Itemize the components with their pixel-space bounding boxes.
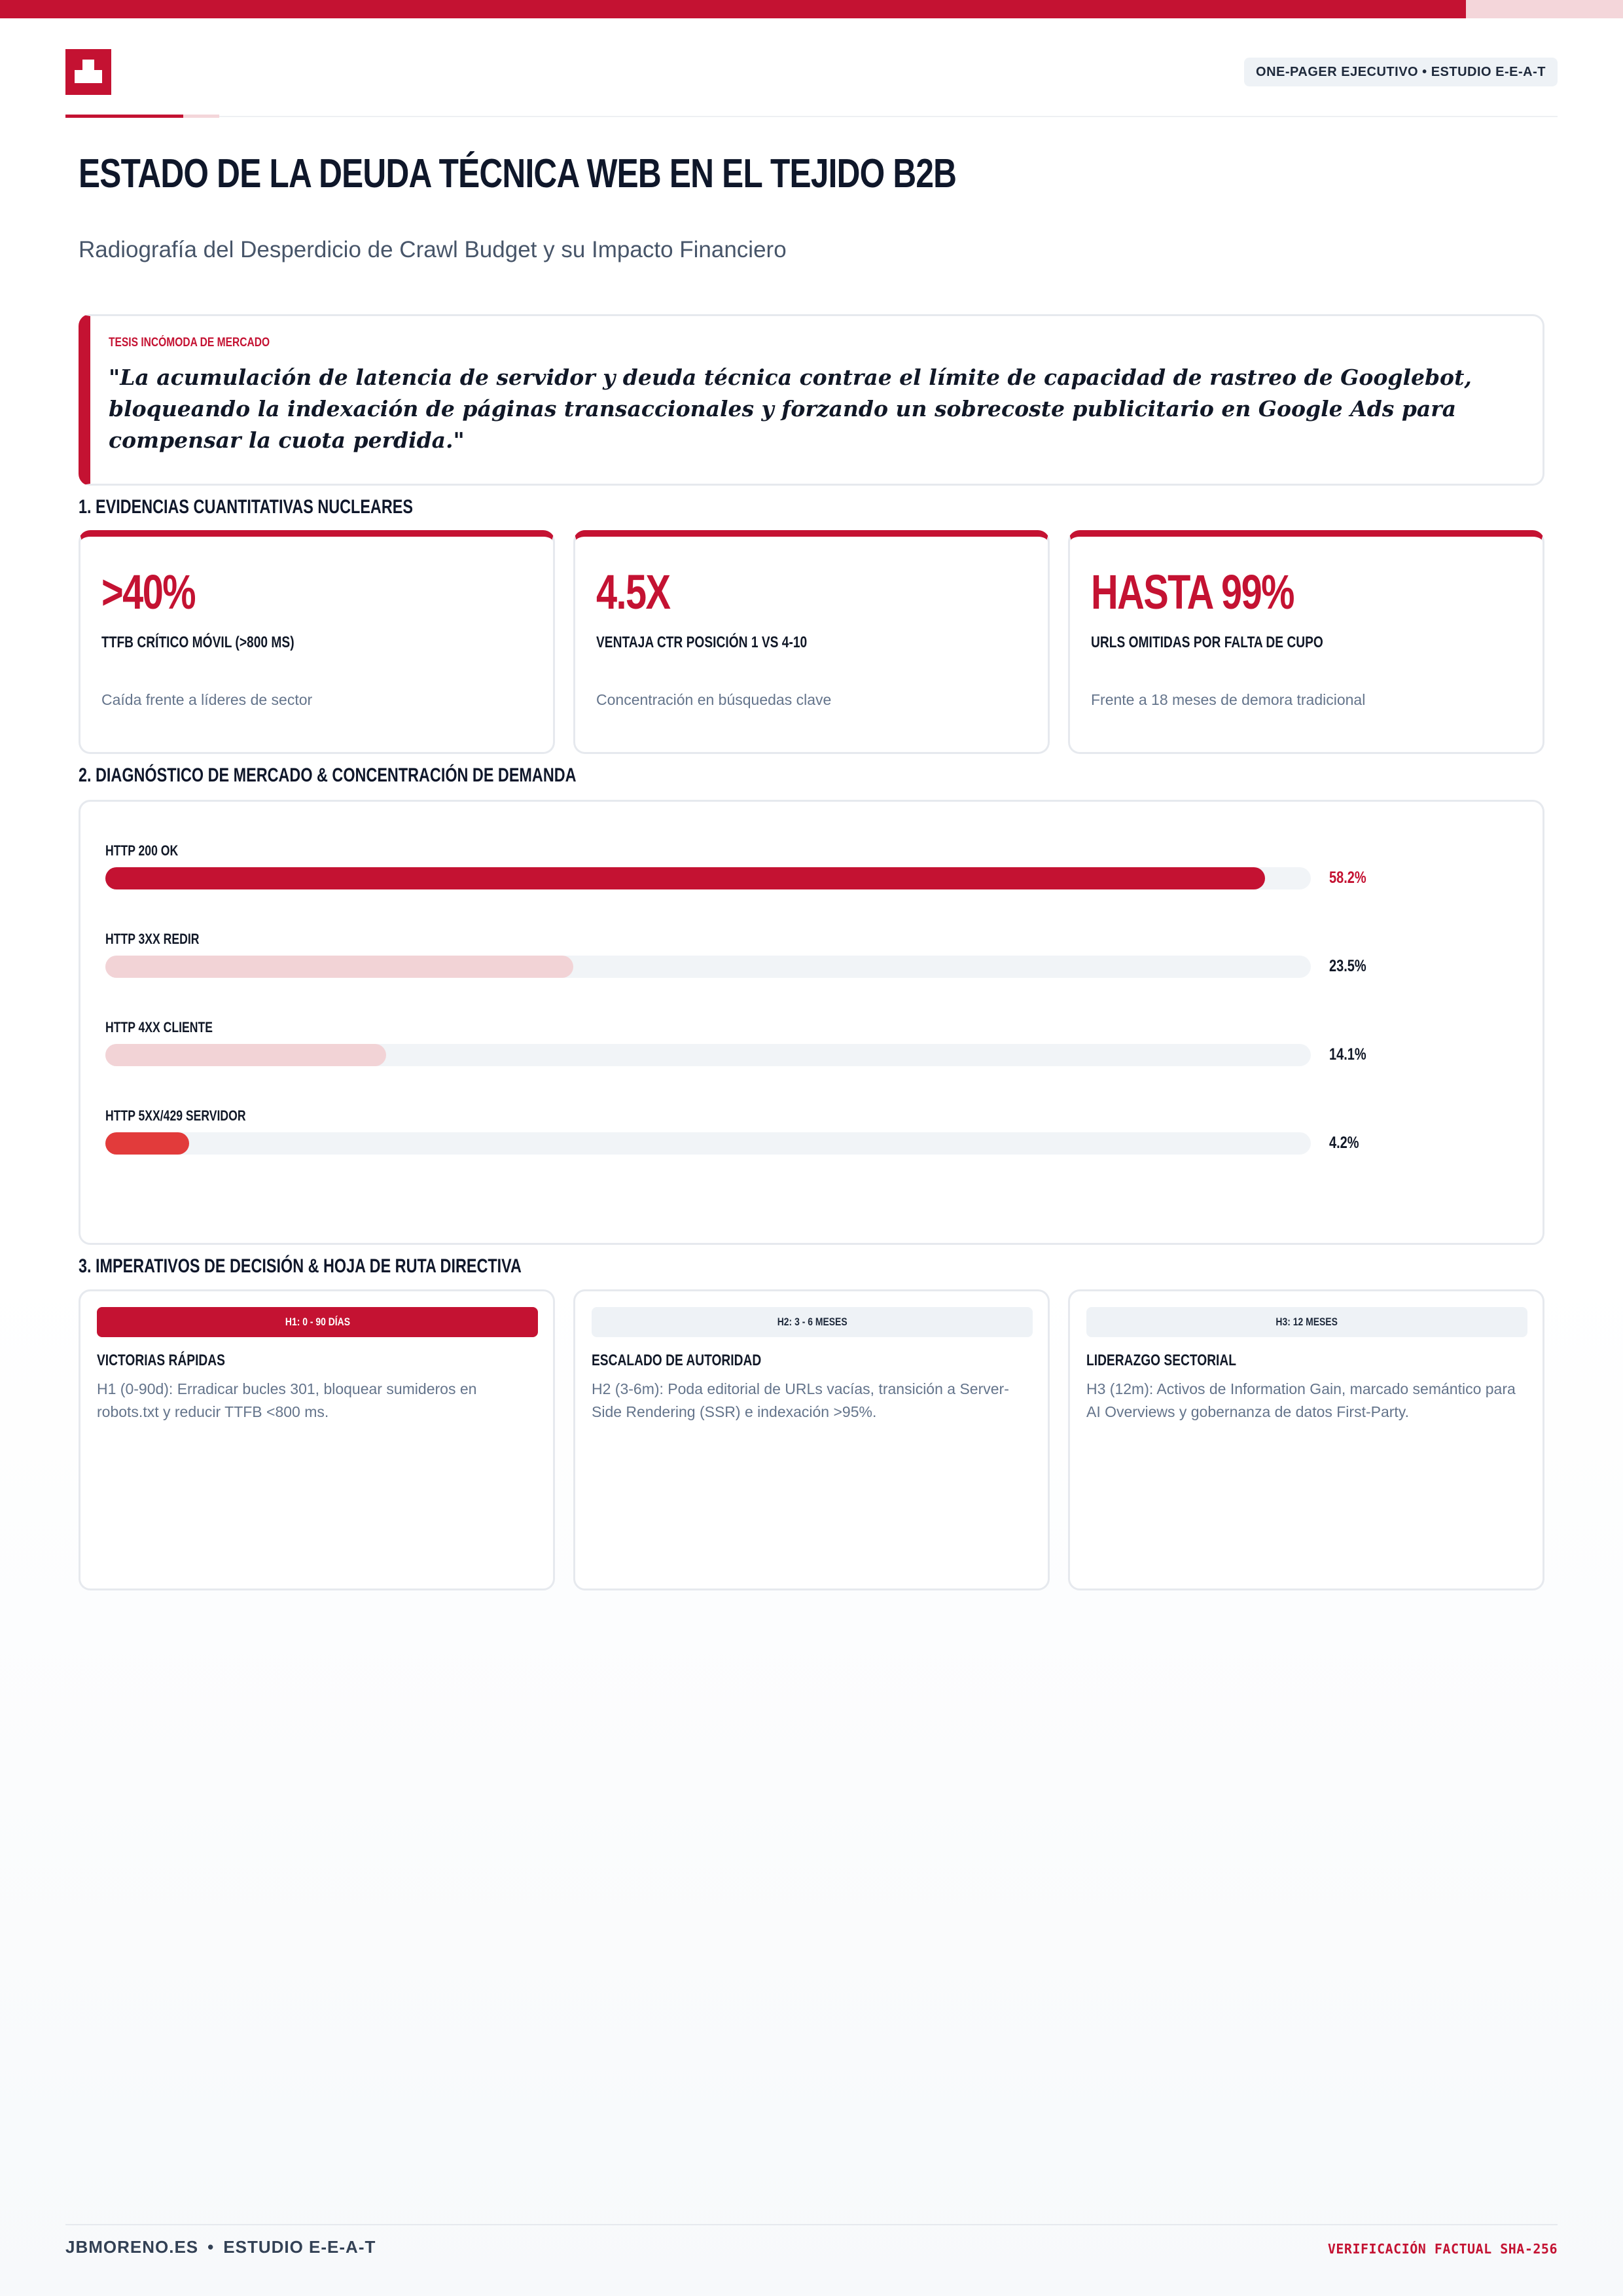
- bar-label: HTTP 200 OK: [105, 842, 179, 859]
- bar-label: HTTP 3XX REDIR: [105, 931, 200, 947]
- kpi-value: 4.5X: [596, 565, 670, 619]
- footer-separator: •: [207, 2237, 215, 2257]
- thesis-quote: "La acumulación de latencia de servidor y deuda técnica contrae el límite de capacidad de rastreo de Googlebot, bloqueando la indexación de páginas transaccionales y forzando un sobrecoste publicitario en Google Ads para compensar la cuota perdida.": [109, 365, 1472, 453]
- bar-value: 58.2%: [1329, 869, 1366, 887]
- section-title-roadmap: 3. IMPERATIVOS DE DECISIÓN & HOJA DE RUTA DIRECTIVA: [79, 1255, 522, 1277]
- thesis-label: TESIS INCÓMODA DE MERCADO: [109, 336, 270, 350]
- bar-track: [105, 1132, 1311, 1155]
- bar-value: 14.1%: [1329, 1045, 1366, 1064]
- roadmap-title: ESCALADO DE AUTORIDAD: [592, 1352, 762, 1369]
- top-progress-bar: [0, 0, 1623, 18]
- roadmap-title: LIDERAZGO SECTORIAL: [1086, 1352, 1236, 1369]
- footer-divider: [65, 2224, 1558, 2225]
- roadmap-title: VICTORIAS RÁPIDAS: [97, 1352, 225, 1369]
- footer-verification: VERIFICACIÓN FACTUAL SHA-256: [1327, 2241, 1558, 2257]
- page-title: ESTADO DE LA DEUDA TÉCNICA WEB EN EL TEJIDO B2B: [79, 151, 957, 196]
- kpi-label: VENTAJA CTR POSICIÓN 1 VS 4-10: [596, 634, 808, 651]
- brand-logo: [65, 49, 111, 95]
- kpi-label: TTFB CRÍTICO MÓVIL (>800 MS): [101, 634, 294, 651]
- bar-fill: [105, 1132, 189, 1155]
- roadmap-card: [1068, 1289, 1544, 1590]
- section-title-kpis: 1. EVIDENCIAS CUANTITATIVAS NUCLEARES: [79, 496, 413, 518]
- bar-track: [105, 867, 1311, 889]
- kpi-note: Caída frente a líderes de sector: [101, 691, 313, 708]
- roadmap-card: [573, 1289, 1050, 1590]
- roadmap-badge: H2: 3 - 6 MESES: [592, 1307, 1033, 1337]
- kpi-card: [79, 530, 555, 754]
- kpi-label: URLS OMITIDAS POR FALTA DE CUPO: [1091, 634, 1323, 651]
- roadmap-text: H1 (0-90d): Erradicar bucles 301, bloquear sumideros en robots.txt y reducir TTFB <800 ms.: [97, 1380, 477, 1420]
- bar-track: [105, 956, 1311, 978]
- bar-label: HTTP 4XX CLIENTE: [105, 1019, 213, 1035]
- roadmap-badge: H3: 12 MESES: [1086, 1307, 1527, 1337]
- header-divider-accent-light: [183, 115, 219, 118]
- footer-brand: [65, 2237, 376, 2257]
- bar-value: 4.2%: [1329, 1134, 1359, 1152]
- page-subtitle: Radiografía del Desperdicio de Crawl Budget y su Impacto Financiero: [79, 237, 787, 262]
- bar-fill: [105, 956, 573, 978]
- footer-study: ESTUDIO E-E-A-T: [223, 2237, 376, 2257]
- kpi-note: Frente a 18 meses de demora tradicional: [1091, 691, 1366, 708]
- section-title-market: 2. DIAGNÓSTICO DE MERCADO & CONCENTRACIÓN DE DEMANDA: [79, 764, 577, 786]
- bar-label: HTTP 5XX/429 SERVIDOR: [105, 1107, 246, 1124]
- bar-value: 23.5%: [1329, 957, 1366, 975]
- kpi-note: Concentración en búsquedas clave: [596, 691, 832, 708]
- status-code-chart: [79, 800, 1544, 1245]
- top-progress-fill: [0, 0, 1466, 18]
- header-divider: [65, 116, 1558, 117]
- bar-fill: [105, 1044, 386, 1066]
- kpi-card: [573, 530, 1050, 754]
- kpi-value: >40%: [101, 565, 195, 619]
- header-divider-accent: [65, 115, 183, 118]
- roadmap-card: [79, 1289, 555, 1590]
- roadmap-badge: H1: 0 - 90 DÍAS: [97, 1307, 538, 1337]
- bar-fill: [105, 867, 1265, 889]
- header-badge: ONE-PAGER EJECUTIVO • ESTUDIO E-E-A-T: [1244, 58, 1558, 86]
- kpi-value: HASTA 99%: [1091, 565, 1294, 619]
- thesis-card: [79, 314, 1544, 486]
- bar-track: [105, 1044, 1311, 1066]
- kpi-card: [1068, 530, 1544, 754]
- roadmap-text: H2 (3-6m): Poda editorial de URLs vacías, transición a Server-Side Rendering (SSR) e indexación >95%.: [592, 1380, 1009, 1420]
- footer-brand-link[interactable]: JBMORENO.ES: [65, 2237, 199, 2257]
- roadmap-text: H3 (12m): Activos de Information Gain, marcado semántico para AI Overviews y gobernanza de datos First-Party.: [1086, 1380, 1516, 1420]
